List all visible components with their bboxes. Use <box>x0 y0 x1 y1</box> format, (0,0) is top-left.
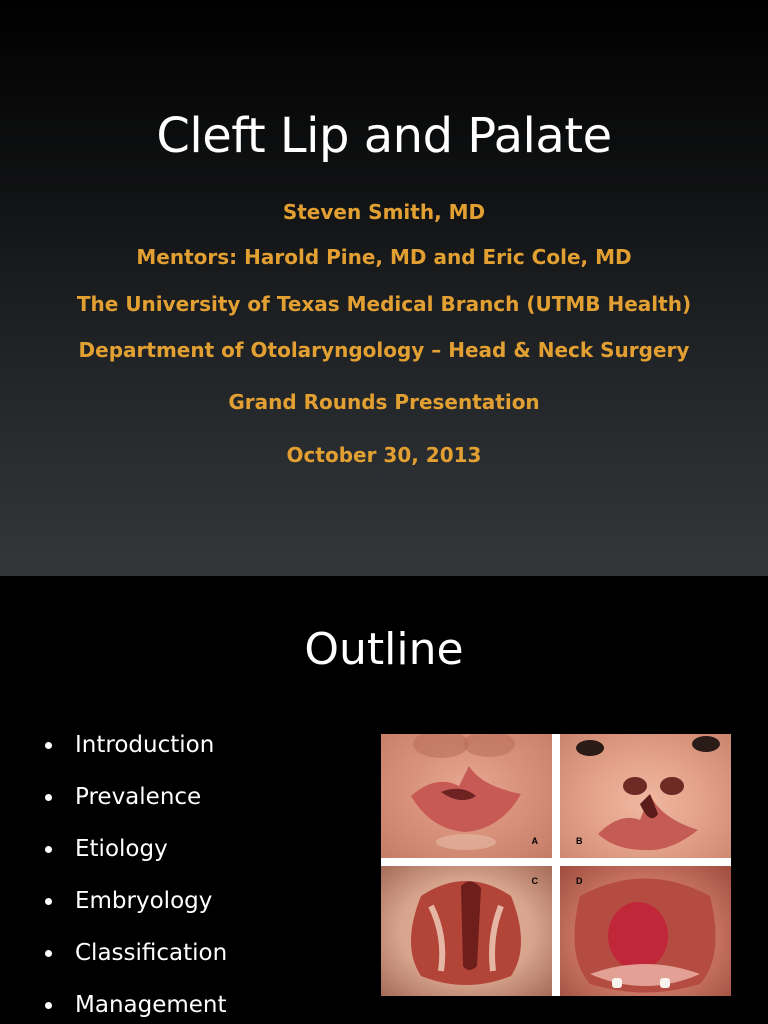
bullet-icon <box>45 898 52 905</box>
list-item: Introduction <box>42 730 227 782</box>
bullet-icon <box>45 1002 52 1009</box>
list-item: Etiology <box>42 834 227 886</box>
outline-title: Outline <box>304 624 464 675</box>
cleft-lip-photo-b <box>560 734 731 858</box>
cleft-palate-photo-d <box>560 866 731 996</box>
list-item: Management <box>42 990 227 1024</box>
bullet-icon <box>45 742 52 749</box>
photo-label: B <box>576 836 583 846</box>
author-line: Steven Smith, MD <box>282 200 486 224</box>
bullet-icon <box>45 950 52 957</box>
photo-label: D <box>576 876 583 886</box>
mentors-line: Mentors: Harold Pine, MD and Eric Cole, MD <box>136 245 632 269</box>
cleft-palate-photo-c <box>381 866 552 996</box>
list-item: Embryology <box>42 886 227 938</box>
list-item: Prevalence <box>42 782 227 834</box>
outline-slide <box>0 578 768 1024</box>
list-item: Classification <box>42 938 227 990</box>
outline-list <box>42 730 227 1024</box>
photo-label: A <box>531 836 538 846</box>
slide-title: Cleft Lip and Palate <box>156 108 612 164</box>
date-line: October 30, 2013 <box>286 443 482 467</box>
department-line: Department of Otolaryngology – Head & Neck Surgery <box>78 338 690 362</box>
cleft-photo-grid <box>381 734 731 996</box>
bullet-icon <box>45 846 52 853</box>
cleft-lip-photo-a <box>381 734 552 858</box>
photo-label: C <box>531 876 538 886</box>
event-line: Grand Rounds Presentation <box>228 390 540 414</box>
institution-line: The University of Texas Medical Branch (UTMB Health) <box>76 292 692 316</box>
bullet-icon <box>45 794 52 801</box>
